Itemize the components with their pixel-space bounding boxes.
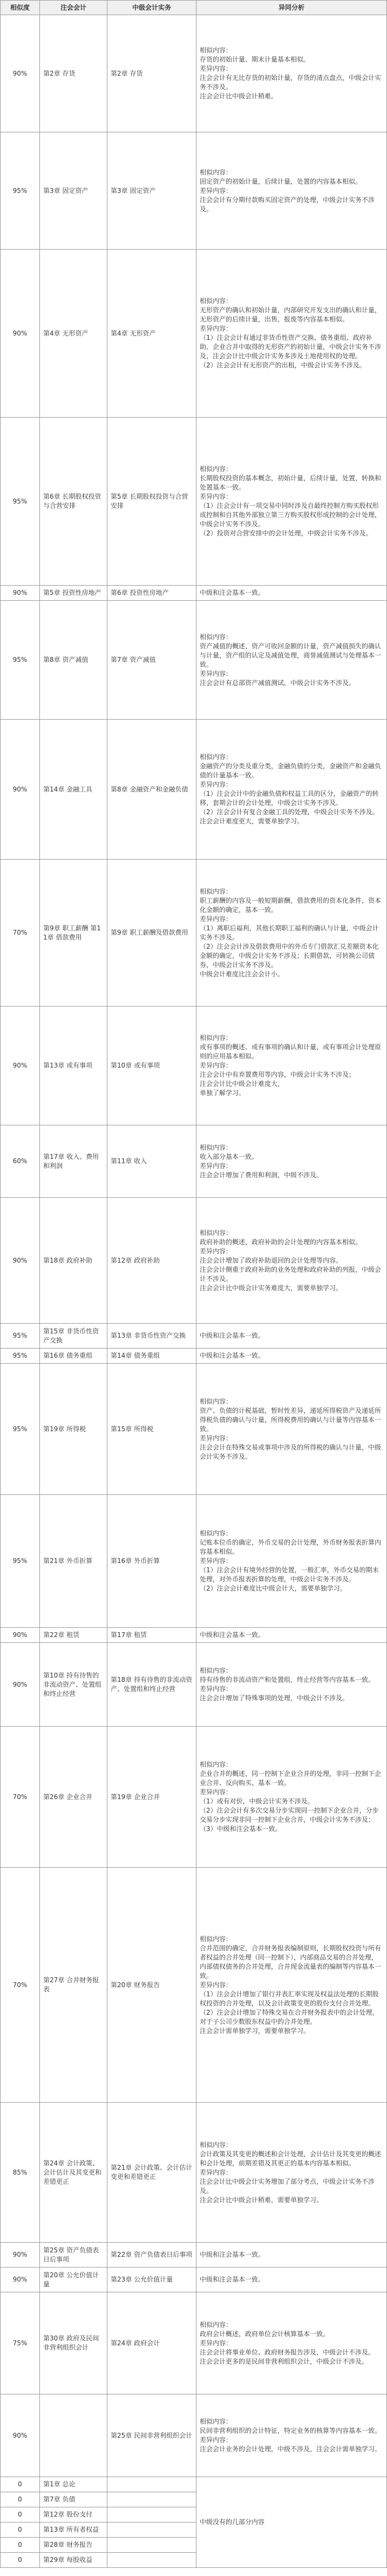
cell-weight: 90% [1,1198,40,1324]
cell-diff: 相似内容： 政府会计概述，政府单位会计核算基本一致。 差异内容： 注会会计将事业单位、政府财务报告涉及，中级会计不涉及。 注会会计更多的是民间非营利组织会计，中级会计不涉及。 [196,2292,387,2394]
table-row [1,1364,387,1495]
table-row [1,418,387,586]
cell-diff: 相似内容： 或有事项的概述、或有事项的确认和计量，或有事项会计处理原则的应用基本相似。 差异内容： 注会会计中有弃置费用等内容，中级会计实务不涉及； 注会会计比中级会计难度大， 单独了解学习。 [196,1007,387,1125]
cell-diff: 相似内容： 固定资产的初始计量，后续计量，处置的内容基本相似。 差异内容： 注会会计有分期付款购买固定资产的处理，中级会计实务不涉及。 [196,132,387,250]
cell-diff: 相似内容： 无形资产的确认和初始计量，内部研究开发支出的确认和计量，无形资产的后续计量，出售，报废等内容基本相似。 差异内容： （1）注会会计有通过非货币性资产交换、债务重组、政府补助、企业合并中取得的无形资产的初始计量，中级会计实务不涉及，注会会计比中级会计实务多涉及土地使用权的处理。 （2）注会会计有无形资产的出租，中级会计实务不涉及。 [196,250,387,418]
cell-diff: 相似内容： 会计政策及其变更的概述和会计处理，会计估计及其变更的概述和会计处理，前期差错及其更正的基本内容基本相似。 差异内容： 注会会计比中级会计实务增加了部分考点，中级会计实务不涉及。 注会会计比中级会计稍难，需要单独学习。 [196,2103,387,2243]
cell-cpa: 第7章 负债 [40,2492,107,2507]
cell-diff: 相似内容： 资产减值的概述，资产可收回金额的计量，资产减值损失的确认与计量，资产组的认定及减值处理，商誉减值测试与处理基本一致。 差异内容： 注会会计有总部资产减值测试，中级会计实务不涉及。 [196,601,387,720]
cell-mid: 第12章 政府补助 [107,1198,196,1324]
cell-weight: 95% [1,132,40,250]
table-row [1,1628,387,1643]
cell-weight: 90% [1,1643,40,1727]
cell-cpa: 第18章 政府补助 [40,1198,107,1324]
table-row [1,1125,387,1198]
table-row [1,2477,387,2492]
cell-mid [107,2523,196,2538]
cell-mid: 第9章 职工薪酬及借款费用 [107,860,196,1007]
cell-diff: 中级和注会基本一致。 [196,1349,387,1364]
table-row [1,2103,387,2243]
cell-mid: 第6章 投资性房地产 [107,586,196,601]
cell-weight: 90% [1,2394,40,2477]
cell-diff: 相似内容： 民间非营利组织的会计特征，特定业务的核算等内容基本一致。 差异内容： 注会会计业务的会计处理，中级不涉及，注会会计需单独学习。 [196,2394,387,2477]
cell-weight: 90% [1,720,40,860]
cell-weight: 90% [1,250,40,418]
cell-mid: 第25章 民间非营利组织会计 [107,2394,196,2477]
cell-weight: 95% [1,1495,40,1628]
cell-cpa: 第26章 企业合并 [40,1727,107,1868]
table-row [1,2394,387,2477]
cell-weight: 0 [1,2492,40,2507]
cell-mid: 第15章 所得税 [107,1364,196,1495]
table-row [1,1727,387,1868]
cell-cpa: 第28章 财务报告 [40,2538,107,2553]
cell-cpa: 第2章 存货 [40,15,107,132]
cell-cpa: 第12章 股份支付 [40,2507,107,2523]
cell-weight: 0 [1,2553,40,2568]
cell-diff: 中级和注会基本一致。 [196,1628,387,1643]
cell-weight: 60% [1,1125,40,1198]
cell-mid: 第2章 存货 [107,15,196,132]
table-row [1,1868,387,2103]
cell-weight: 95% [1,418,40,586]
cell-cpa: 第20章 公允价值计量 [40,2268,107,2292]
table-row [1,860,387,1007]
cell-weight: 95% [1,1324,40,1349]
cell-cpa: 第22章 租赁 [40,1628,107,1643]
cell-diff: 相似内容： 记账本位币的确定，外币交易的会计处理，外币财务报表折算内容基本相似。 差异内容： （1）注会会计有境外经营的处置，一般汇率，外币交易的期末处理，对外币报表折算的处理，中级会计实务不涉及。 （2）注会会计难度比中级会计大，需要单独学习。 [196,1495,387,1628]
cell-cpa: 第10章 持有待售的非流动资产、处置组和终止经营 [40,1643,107,1727]
cell-cpa: 第6章 长期股权投资与合营安排 [40,418,107,586]
cell-diff: 中级和注会基本一致。 [196,586,387,601]
cell-diff: 中级和注会基本一致。 [196,2268,387,2292]
table-row [1,1324,387,1349]
cell-diff: 相似内容： 金融资产的分类及重分类，金融负债的分类，金融资产和金融负债的计量基本一致。 差异内容： （1）注会会计中的金融负债和权益工具的区分，金融资产的转移，套期会计的会计处理，中级会计实务不涉及。 （2）注会会计有复合金融工具的处理，中级会计实务不涉及。 注会会计难度更大，需要单独学习。 [196,720,387,860]
cell-diff: 相似内容： 持有待售的非流动资产和处置组，终止经营等内容基本一致。 差异内容： 注会会计增加了特殊事项的处理，中级会计不涉及。 [196,1643,387,1727]
cell-cpa: 第8章 资产减值 [40,601,107,720]
cell-cpa: 第17章 收入、费用和利润 [40,1125,107,1198]
cell-weight: 90% [1,1628,40,1643]
cell-mid: 第22章 资产负债表日后事项 [107,2243,196,2268]
table-row [1,250,387,418]
cell-mid: 第11章 收入 [107,1125,196,1198]
cell-cpa: 第24章 会计政策、会计估计及其变更和差错更正 [40,2103,107,2243]
cell-diff: 中级和注会基本一致。 [196,1324,387,1349]
cell-mid: 第14章 债务重组 [107,1349,196,1364]
cell-mid: 第24章 政府会计 [107,2292,196,2394]
cell-diff: 相似内容： 职工薪酬的内容及一般短期薪酬，借款费用的资本化条件，资本化金额的确定，基本一致。 差异内容： （1）离职后福利，其他长期职工福利的确认与计量，中级会计实务不涉及。 （2）注会会计涉及借款费用中的外币专门借款汇兑差额资本化金额的确定，中级会计实务不涉及；长期借款，可转换公司债券，中级会计实务不涉及。 中级会计难度比注会会计小。 [196,860,387,1007]
table-row [1,601,387,720]
cell-mid: 第21章 会计政策、会计估计变更和差错更正 [107,2103,196,2243]
table-row [1,720,387,860]
cell-weight: 95% [1,601,40,720]
cell-mid: 第23章 公允价值计量 [107,2268,196,2292]
table-header-row [1,1,387,15]
cell-weight: 90% [1,2268,40,2292]
cell-mid [107,2477,196,2492]
cell-diff: 相似内容： 政府补助的概述，政府补助的会计处理的内容基本相似。 差异内容： 注会会计增加了政府补助退回的会计处理等内容。 注会会计侧重于政府补助的业务处理和政府补助的列报，中级会计不涉及。 注会会计比中级会计实务难度大，需要单独学习。 [196,1198,387,1324]
cell-mid: 第19章 企业合并 [107,1727,196,1868]
table-row [1,2243,387,2268]
cell-mid [107,2538,196,2553]
cell-mid [107,2492,196,2507]
cell-weight: 0 [1,2538,40,2553]
cell-cpa: 第9章 职工薪酬 第11章 借款费用 [40,860,107,1007]
cell-weight: 90% [1,586,40,601]
cell-cpa: 第14章 金融工具 [40,720,107,860]
table-body [1,15,387,2568]
table-row [1,2268,387,2292]
cell-weight: 75% [1,2292,40,2394]
cell-cpa: 第4章 无形资产 [40,250,107,418]
table-row [1,1349,387,1364]
cell-cpa: 第16章 债务重组 [40,1349,107,1364]
cell-diff: 相似内容： 企业合并的概述，同一控制下企业合并的处理，非同一控制下企业合并、反向购买、基本一致。 差异内容： （1）或有对价，中级会计实务不涉及。 （2）注会会计有多次交易分步实现同一控制下企业合并，分步交易分步实现非同一控制下企业合并，中级会计实务不涉及； （3）中级和注会基本一致。 [196,1727,387,1868]
table-row [1,1007,387,1125]
cell-weight: 70% [1,1727,40,1868]
cell-mid: 第20章 财务报告 [107,1868,196,2103]
cell-diff: 相似内容： 资产、负债的计税基础，暂时性差异，递延所得税资产及递延所得税负债的确认与计量，所得税费用的确认与计量等内容基本一致。 差异内容： 注会会计在特殊交易或事项中涉及的所得税的确认与计量，中级会计实务不涉及。 [196,1364,387,1495]
cell-weight: 85% [1,2103,40,2243]
cell-cpa: 第13章 所有者权益 [40,2523,107,2538]
cell-weight: 90% [1,1007,40,1125]
cell-cpa [40,2394,107,2477]
cell-diff: 相似内容： 收入部分基本一致。 差异内容： 注会会计增加了费用和利润，中级不涉及。 [196,1125,387,1198]
cell-cpa: 第25章 资产负债表日后事项 [40,2243,107,2268]
cell-weight: 70% [1,860,40,1007]
table-row [1,1495,387,1628]
cell-mid: 第8章 金融资产和金融负债 [107,720,196,860]
cell-mid: 第10章 或有事项 [107,1007,196,1125]
header-mid: 中级会计实务 [107,1,196,15]
header-diff: 异同分析 [196,1,387,15]
cell-weight: 95% [1,1364,40,1495]
table-row [1,132,387,250]
cell-cpa: 第3章 固定资产 [40,132,107,250]
cell-diff: 相似内容： 存货的初始计量、期末计量基本相似。 差异内容： 注会会计有无比存货的初始计量，存货的清点盘点，中级会计实务不涉及。 注会会计比中级会计稍难。 [196,15,387,132]
cell-diff: 相似内容： 长期股权投资的基本概念，初始计量，后续计量，处置，转换和处置基本一致。 差异内容： （1）注会会计有一项交易中同时涉及自最终控制方购买股权形成控制和自其他外部独立第三方购买股权形成控制的会计处理，中级会计实务不涉及。 （2）投资对合营安排中的会计处理，中级会计实务不涉及。 [196,418,387,586]
cell-diff: 中级和注会基本一致。 [196,2243,387,2268]
cell-diff: 相似内容： 合并范围的确定，合并财务报表编制原则，长期股权投资与所有者权益的合并处理（同一控制下），内部商品交易的合并处理，内部债权债务的合并处理，合并现金流量表的编制等内容基本一致。 差异内容： （1）注会会计增加了银行并表汇率实现及权益法处理的长期股权投资的合并处理，以及会计政策变更的股份支付合并处理。 （2）注会会计增加了特殊交易在合并财务报表中的会计处理，对于子公司少数股东权益中的合并处理。 注会会计需单独学习，需要单独学习。 [196,1868,387,2103]
cell-mid: 第4章 无形资产 [107,250,196,418]
table-row [1,1643,387,1727]
cell-mid: 第18章 持有待售的非流动资产、处置组和终止经营 [107,1643,196,1727]
cell-weight: 0 [1,2523,40,2538]
cell-weight: 95% [1,1349,40,1364]
table-row [1,586,387,601]
cell-cpa: 第19章 所得税 [40,1364,107,1495]
cell-weight: 90% [1,15,40,132]
table-row [1,2292,387,2394]
cell-mid: 第7章 资产减值 [107,601,196,720]
table-row [1,1198,387,1324]
cell-cpa: 第27章 合并财务报表 [40,1868,107,2103]
cell-diff-merged: 中级没有的几部分内容 [196,2477,387,2568]
cell-weight: 90% [1,2243,40,2268]
cell-weight: 70% [1,1868,40,2103]
header-cpa: 注会会计 [40,1,107,15]
cell-cpa: 第21章 外币折算 [40,1495,107,1628]
cell-cpa: 第1章 总论 [40,2477,107,2492]
cell-mid [107,2507,196,2523]
cell-cpa: 第13章 或有事项 [40,1007,107,1125]
cell-mid: 第3章 固定资产 [107,132,196,250]
cell-weight: 0 [1,2507,40,2523]
cell-cpa: 第15章 非货币性资产交换 [40,1324,107,1349]
cell-cpa: 第30章 政府及民间非营利组织会计 [40,2292,107,2394]
cell-mid: 第16章 外币折算 [107,1495,196,1628]
header-weight: 相似度 [1,1,40,15]
table-row [1,15,387,132]
cell-weight: 0 [1,2477,40,2492]
cell-mid: 第13章 非货币性资产交换 [107,1324,196,1349]
cell-mid: 第17章 租赁 [107,1628,196,1643]
cell-cpa: 第29章 每股收益 [40,2553,107,2568]
cell-cpa: 第5章 投资性房地产 [40,586,107,601]
cell-mid: 第5章 长期股权投资与合营安排 [107,418,196,586]
cell-mid [107,2553,196,2568]
